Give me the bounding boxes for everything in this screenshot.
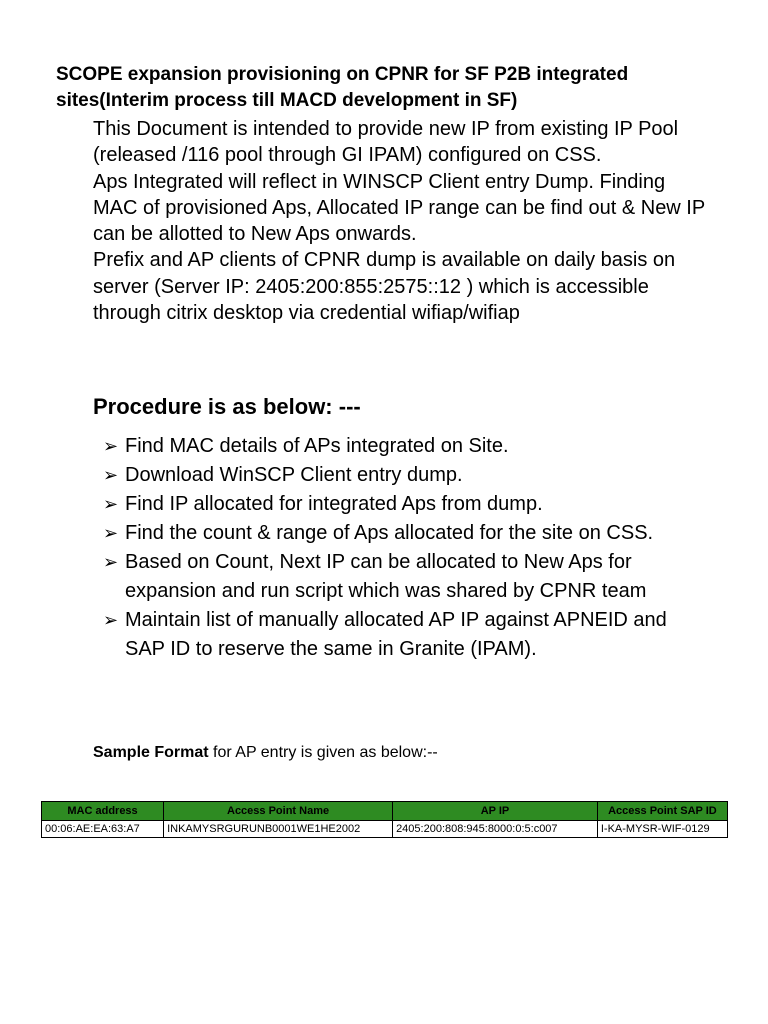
cell-sap-id	[597, 821, 727, 838]
column-header-ap-ip: AP IP	[393, 802, 598, 821]
procedure-step-text: Download WinSCP Client entry dump.	[125, 464, 463, 486]
procedure-step-text: Based on Count, Next IP can be allocated to New Aps for expansion and run script which was shared by CPNR team	[125, 551, 647, 602]
table-header-row	[42, 802, 728, 821]
sample-format-rest: for AP entry is given as below:--	[208, 744, 438, 761]
document-title	[56, 62, 736, 114]
arrow-bullet-icon: ➢	[103, 465, 119, 485]
arrow-bullet-icon: ➢	[103, 552, 119, 572]
procedure-step-text: Find the count & range of Aps allocated for the site on CSS.	[125, 522, 654, 544]
ap-ip-value: 2405:200:808:945:8000:0:5:c007	[396, 823, 558, 835]
arrow-bullet-icon: ➢	[103, 610, 119, 630]
ap-entry-table	[41, 801, 728, 838]
sample-format-bold: Sample Format	[93, 744, 209, 761]
column-header-ap-name: Access Point Name	[164, 802, 393, 821]
arrow-bullet-icon: ➢	[103, 494, 119, 514]
column-header-mac: MAC address	[42, 802, 164, 821]
procedure-steps-list	[103, 432, 703, 664]
procedure-step-text: Find IP allocated for integrated Aps from dump.	[125, 493, 543, 515]
column-header-sap-id: Access Point SAP ID	[597, 802, 727, 821]
procedure-step-text: Find MAC details of APs integrated on Site.	[125, 435, 509, 457]
cell-ap-ip	[393, 821, 598, 838]
procedure-step	[103, 432, 703, 461]
mac-address-value: 00:06:AE:EA:63:A7	[45, 823, 140, 835]
sample-format-caption	[93, 742, 438, 764]
procedure-step-text: Maintain list of manually allocated AP IP against APNEID and SAP ID to reserve the same in Granite (IPAM).	[125, 609, 667, 660]
procedure-step	[103, 461, 703, 490]
arrow-bullet-icon: ➢	[103, 523, 119, 543]
cell-ap-name	[164, 821, 393, 838]
sap-id-value: I-KA-MYSR-WIF-0129	[600, 823, 710, 835]
intro-paragraph: Prefix and AP clients of CPNR dump is available on daily basis on server (Server IP: 2405:200:855:2575::12 ) which is accessible through citrix desktop via credential wifiap/wifiap	[93, 249, 676, 325]
arrow-bullet-icon: ➢	[103, 436, 119, 456]
table-row	[42, 821, 728, 838]
procedure-step	[103, 519, 703, 548]
intro-paragraph: Aps Integrated will reflect in WINSCP Client entry Dump. Finding MAC of provisioned Aps, Allocated IP range can be find out & New IP can be allotted to New Aps onwards.	[93, 170, 705, 246]
ap-name-value: INKAMYSRGURUNB0001WE1HE2002	[167, 823, 361, 835]
document-title-line2: sites(Interim process till MACD development in SF)	[56, 90, 518, 111]
cell-mac-address	[42, 821, 164, 838]
document-title-line1: SCOPE expansion provisioning on CPNR for SF P2B integrated	[56, 64, 629, 85]
intro-section	[93, 116, 713, 326]
intro-paragraph: This Document is intended to provide new IP from existing IP Pool (released /116 pool through GI IPAM) configured on CSS.	[93, 118, 679, 167]
procedure-step	[103, 548, 703, 606]
procedure-step	[103, 606, 703, 664]
procedure-heading: Procedure is as below: ---	[93, 394, 361, 419]
procedure-step	[103, 490, 703, 519]
